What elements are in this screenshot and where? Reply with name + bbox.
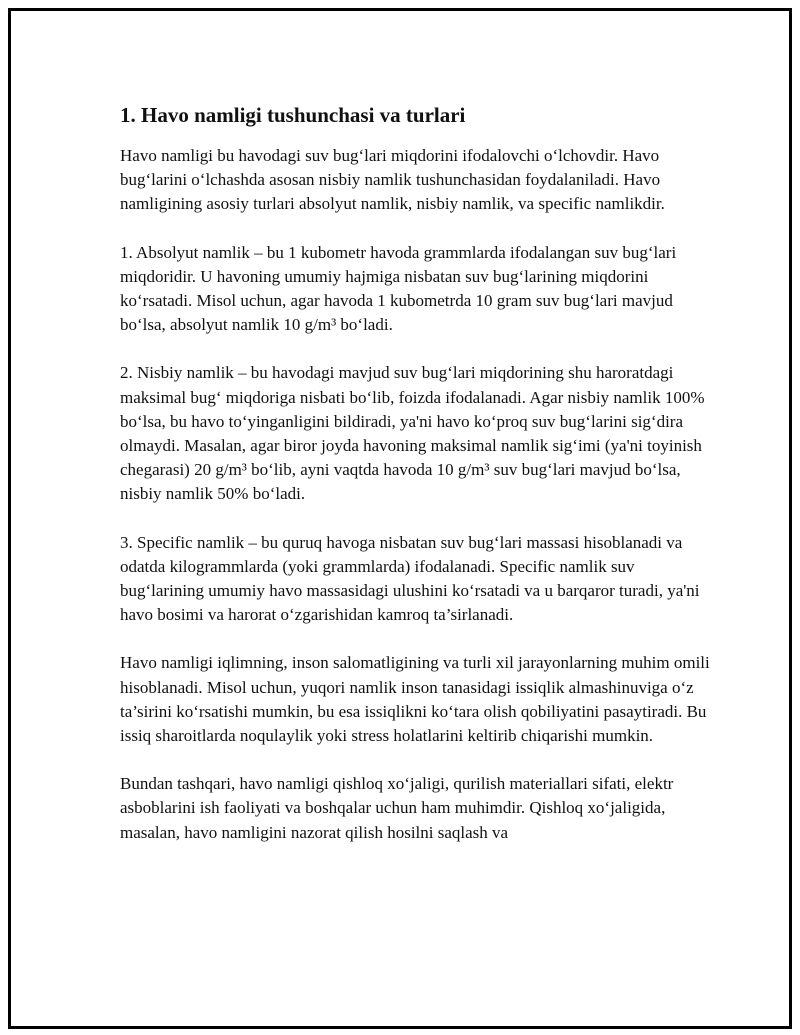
page-frame — [8, 8, 792, 1029]
paragraph-specific-humidity: 3. Specific namlik – bu quruq havoga nisbatan suv bug‘lari massasi hisoblanadi va odatda kilogrammlarda (yoki grammlarda) ifodalanadi. Specific namlik suv bug‘larining umumiy havo massasidagi ulushini ko‘rsatadi va u barqaror turadi, ya'ni havo bosimi va harorat o‘zgarishidan kamroq ta’sirlanadi. — [120, 532, 700, 625]
paragraph-absolute-humidity: 1. Absolyut namlik – bu 1 kubometr havoda grammlarda ifodalangan suv bug‘lari miqdoridir. U havoning umumiy hajmiga nisbatan suv bug‘larining miqdorini ko‘rsatadi. Misol uchun, agar havoda 1 kubometrda 10 gram suv bug‘lari mavjud bo‘lsa, absolyut namlik 10 g/m³ bo‘ladi. — [120, 242, 677, 335]
section-title: 1. Havo namligi tushunchasi va turlari — [120, 103, 466, 127]
paragraph-applications: Bundan tashqari, havo namligi qishloq xo‘jaligi, qurilish materiallari sifati, elektr asboblarini ish faoliyati va boshqalar uchun ham muhimdir. Qishloq xo‘jaligida, masalan, havo namligini nazorat qilish hosilni saqlash va — [120, 774, 674, 842]
document-body — [120, 101, 710, 869]
paragraph-importance: Havo namligi iqlimning, inson salomatligining va turli xil jarayonlarning muhim omili hisoblanadi. Misol uchun, yuqori namlik inson tanasidagi issiqlik almashinuviga o‘z ta’sirini ko‘rsatishi mumkin, bu esa issiqlikni ko‘tara olish qobiliyatini pasaytiradi. Bu issiq sharoitlarda noqulaylik yoki stress holatlarini keltirib chiqarishi mumkin. — [120, 653, 710, 746]
paragraph-intro: Havo namligi bu havodagi suv bug‘lari miqdorini ifodalovchi o‘lchovdir. Havo bug‘larini o‘lchashda asosan nisbiy namlik tushunchasidan foydalaniladi. Havo namligining asosiy turlari absolyut namlik, nisbiy namlik, va specific namlikdir. — [120, 146, 665, 214]
paragraph-relative-humidity: 2. Nisbiy namlik – bu havodagi mavjud suv bug‘lari miqdorining shu haroratdagi maksimal bug‘ miqdoriga nisbati bo‘lib, foizda ifodalanadi. Agar nisbiy namlik 100% bo‘lsa, bu havo to‘yinganligini bildiradi, ya'ni havo ko‘proq suv bug‘larini sig‘dira olmaydi. Masalan, agar biror joyda havoning maksimal namlik sig‘imi (ya'ni toyinish chegarasi) 20 g/m³ bo‘lib, ayni vaqtda havoda 10 g/m³ suv bug‘lari mavjud bo‘lsa, nisbiy namlik 50% bo‘ladi. — [120, 363, 705, 504]
